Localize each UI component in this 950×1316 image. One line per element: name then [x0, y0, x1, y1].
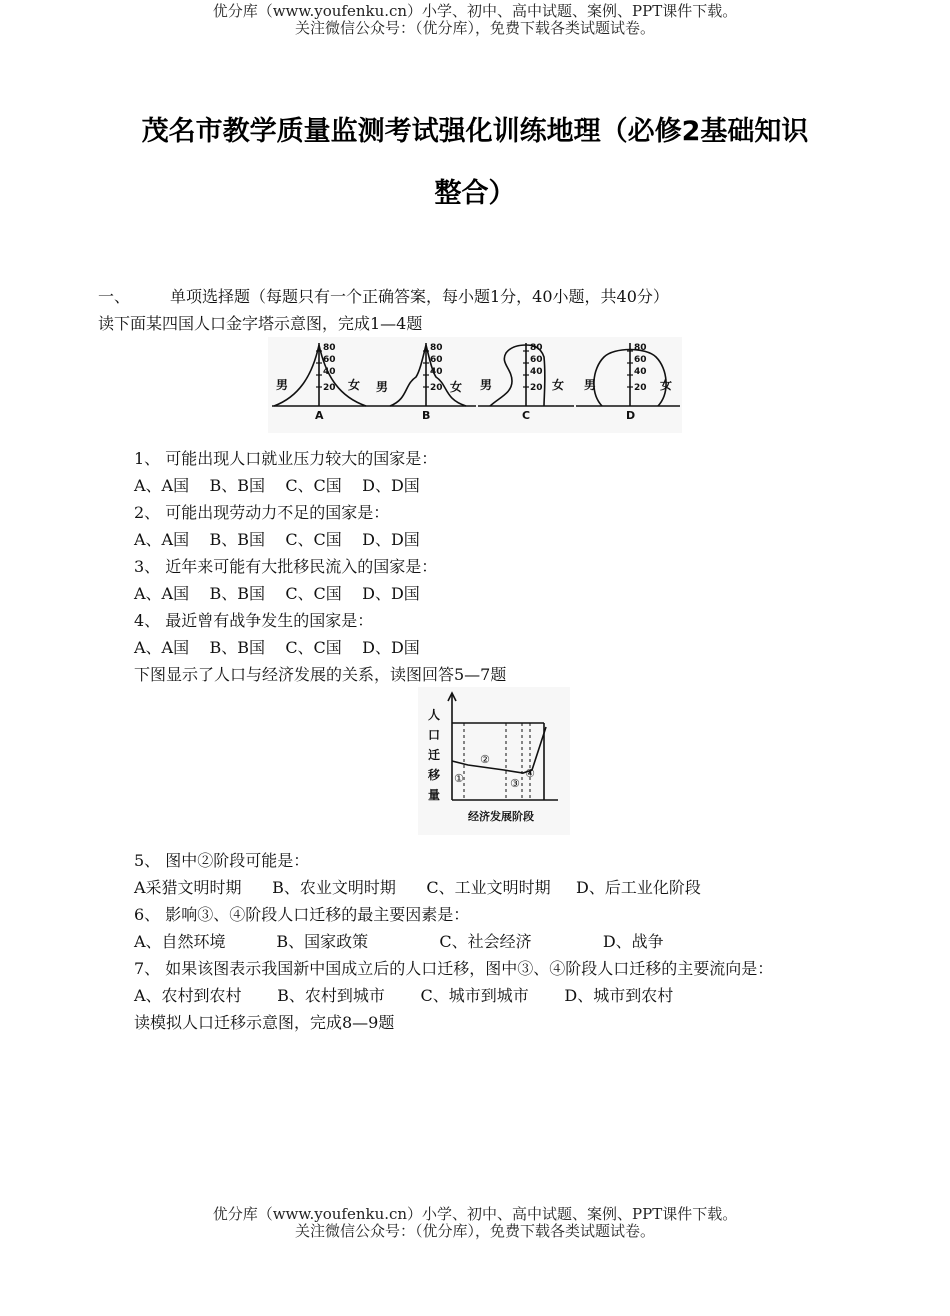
header-line-2: 关注微信公众号：（优分库），免费下载各类试题试卷。: [294, 19, 655, 37]
tick-a-80: 80: [323, 343, 336, 353]
female-label-b: 女: [450, 380, 463, 394]
tick-d-40: 40: [634, 367, 647, 377]
x-axis-label: 经济发展阶段: [468, 810, 534, 823]
pyramid-label-c: C: [522, 409, 531, 422]
migration-figure: [418, 687, 570, 835]
page-footer: [0, 1206, 950, 1240]
page-header: [0, 3, 950, 37]
female-label-a: 女: [348, 378, 361, 392]
male-label-c: 男: [480, 378, 493, 392]
y-label-char-4: 移: [428, 768, 441, 782]
migration-diagram: [418, 687, 570, 835]
tick-c-20: 20: [530, 383, 543, 393]
tick-d-20: 20: [634, 383, 647, 393]
tick-d-60: 60: [634, 355, 647, 365]
question-7-stem: 7、 如果该图表示我国新中国成立后的人口迁移，图中③、④阶段人口迁移的主要流向是：: [134, 959, 774, 978]
female-label-d: 女: [660, 378, 673, 392]
tick-a-20: 20: [323, 383, 336, 393]
page-title: [60, 101, 890, 225]
tick-b-40: 40: [430, 367, 443, 377]
header-line-1: 优分库（www.youfenku.cn）小学、初中、高中试题、案例、PPT课件下载。: [212, 2, 738, 20]
y-label-char-3: 迁: [428, 748, 441, 762]
tick-b-60: 60: [430, 355, 443, 365]
footer-line-2: 关注微信公众号：（优分库），免费下载各类试题试卷。: [294, 1222, 655, 1240]
question-1-options: A、A国 B、B国 C、C国 D、D国: [134, 476, 420, 495]
tick-b-80: 80: [430, 343, 443, 353]
male-label-a: 男: [276, 378, 289, 392]
question-6-stem: 6、 影响③、④阶段人口迁移的最主要因素是：: [134, 905, 470, 924]
pyramid-label-b: B: [422, 409, 431, 422]
title-line-1: 茂名市教学质量监测考试强化训练地理（必修2基础知识: [141, 116, 809, 147]
pyramid-diagram: [268, 337, 682, 433]
question-7-options: A、农村到农村 B、农村到城市 C、城市到城市 D、城市到农村: [134, 986, 674, 1005]
title-line-2: 整合）: [434, 178, 516, 209]
question-5-options: A采猎文明时期 B、农业文明时期 C、工业文明时期 D、后工业化阶段: [134, 878, 701, 897]
question-4-options: A、A国 B、B国 C、C国 D、D国: [134, 638, 420, 657]
intro-q1-4: 读下面某四国人口金字塔示意图，完成1—4题: [98, 314, 423, 333]
question-2-stem: 2、 可能出现劳动力不足的国家是：: [134, 503, 390, 522]
pyramid-label-a: A: [315, 409, 324, 422]
population-pyramid-figure: [268, 337, 682, 433]
question-2-options: A、A国 B、B国 C、C国 D、D国: [134, 530, 420, 549]
tick-a-60: 60: [323, 355, 336, 365]
intro-q8-9: 读模拟人口迁移示意图，完成8—9题: [134, 1013, 395, 1032]
tick-c-40: 40: [530, 367, 543, 377]
footer-line-1: 优分库（www.youfenku.cn）小学、初中、高中试题、案例、PPT课件下载。: [212, 1205, 738, 1223]
question-6-options: A、自然环境 B、国家政策 C、社会经济 D、战争: [134, 932, 664, 951]
tick-a-40: 40: [323, 367, 336, 377]
question-3-stem: 3、 近年来可能有大批移民流入的国家是：: [134, 557, 438, 576]
female-label-c: 女: [552, 378, 565, 392]
question-1-stem: 1、 可能出现人口就业压力较大的国家是：: [134, 449, 438, 468]
y-label-char-5: 量: [428, 788, 441, 802]
section-heading: 单项选择题（每题只有一个正确答案，每小题1分，40小题，共40分）: [170, 287, 669, 306]
male-label-d: 男: [584, 378, 597, 392]
tick-c-60: 60: [530, 355, 543, 365]
pyramid-label-d: D: [626, 409, 636, 422]
stage-4-label: ④: [525, 767, 535, 780]
male-label-b: 男: [376, 380, 389, 394]
intro-q5-7: 下图显示了人口与经济发展的关系，读图回答5—7题: [134, 665, 507, 684]
question-5-stem: 5、 图中②阶段可能是：: [134, 851, 310, 870]
stage-1-label: ①: [454, 772, 464, 785]
stage-2-label: ②: [480, 753, 490, 766]
y-label-char-2: 口: [428, 728, 441, 742]
stage-3-label: ③: [510, 777, 520, 790]
question-3-options: A、A国 B、B国 C、C国 D、D国: [134, 584, 420, 603]
tick-d-80: 80: [634, 343, 647, 353]
question-4-stem: 4、 最近曾有战争发生的国家是：: [134, 611, 374, 630]
tick-b-20: 20: [430, 383, 443, 393]
section-number: 一、: [98, 287, 131, 306]
tick-c-80: 80: [530, 343, 543, 353]
y-label-char-1: 人: [428, 708, 441, 722]
